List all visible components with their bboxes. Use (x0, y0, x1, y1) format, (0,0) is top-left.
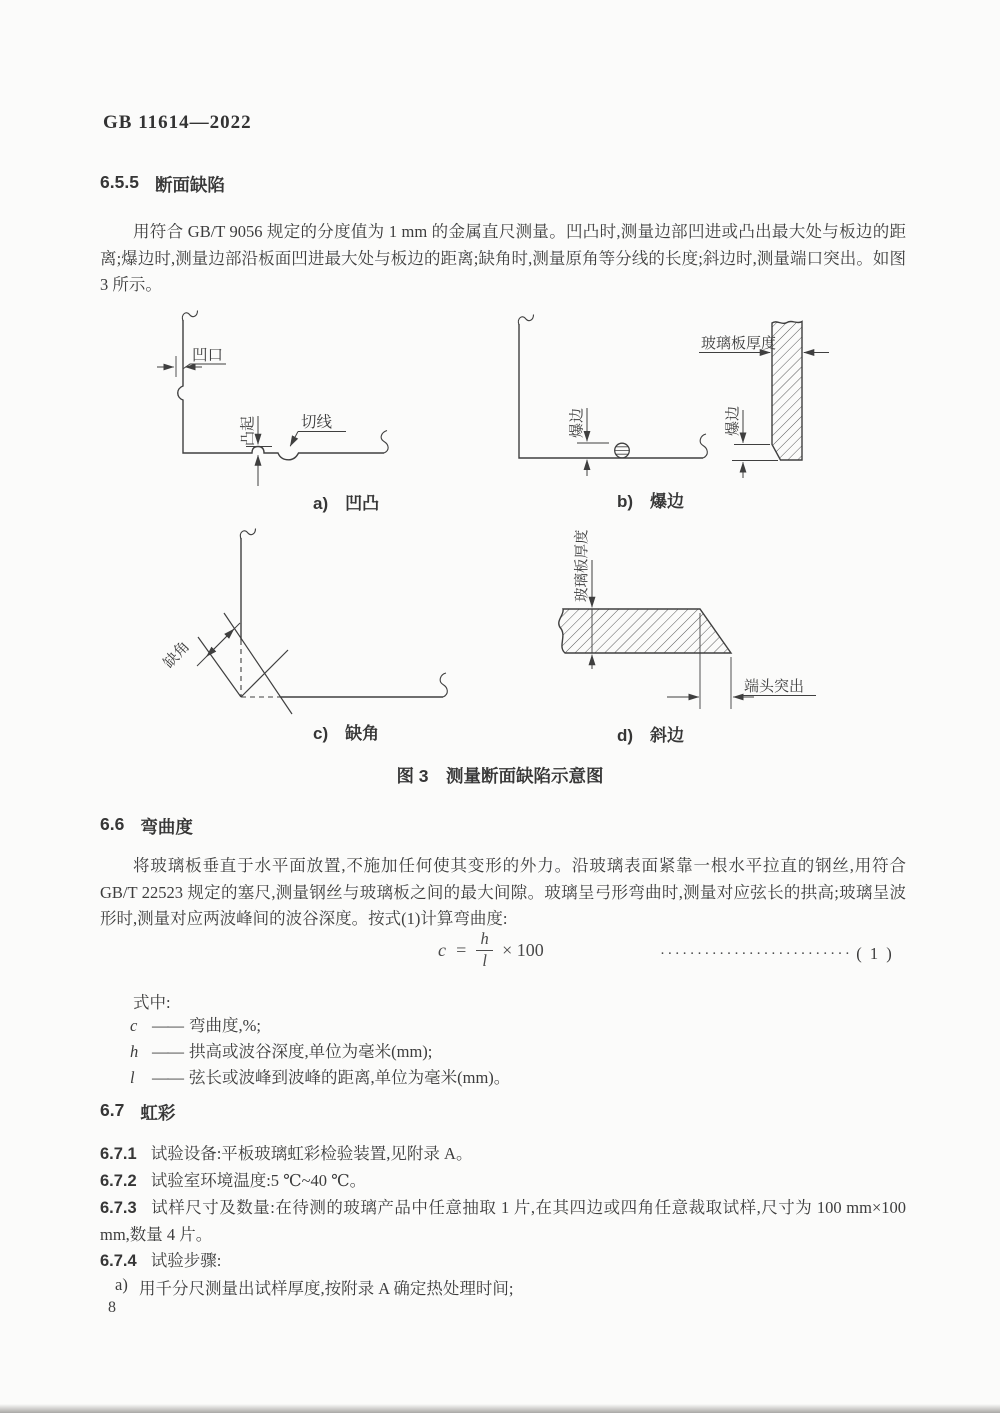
formula-denominator: l (482, 950, 487, 970)
clause-6-7-2 (100, 1168, 906, 1195)
label-cutline: 切线 (301, 414, 333, 431)
definition-l (130, 1065, 510, 1091)
label-notch: 凹口 (192, 347, 224, 364)
equation-number: ( 1 ) (856, 944, 894, 963)
subfigure-d-caption: d) 斜边 (617, 726, 685, 745)
formula-lhs: c (438, 939, 446, 960)
definition-text: 弯曲度,%; (189, 1016, 261, 1035)
document-code: GB 11614—2022 (103, 112, 252, 133)
definition-h (130, 1039, 510, 1065)
step-label: a) (115, 1275, 128, 1294)
break-squiggle (518, 315, 533, 326)
section-number: 6.7 (100, 1100, 125, 1120)
diagram-d-xiebian (559, 529, 816, 745)
corner-bisector-line (241, 650, 288, 697)
parallel-reference-line (198, 637, 241, 697)
scan-bottom-edge (0, 1404, 1000, 1413)
glass-cross-section (772, 322, 802, 461)
dimension-arrow (221, 629, 234, 642)
page-number: 8 (108, 1299, 116, 1316)
section-6-6-heading (100, 814, 193, 839)
definition-text: 弦长或波峰到波峰的距离,单位为毫米(mm)。 (189, 1068, 511, 1087)
label-leader (184, 364, 227, 369)
section-6-5-5-body: 用符合 GB/T 9056 规定的分度值为 1 mm 的金属直尺测量。凹凸时,测量边部凹进或凸出最大处与板边的距离;爆边时,测量边部沿板面凹进最大处与板边的距离;缺角时,测量原角等分线的长度;斜边时,测量端口突出。如图 3 所示。 (100, 222, 906, 294)
diagram-c-quejiao (160, 529, 447, 744)
step-text: 用千分尺测量出试样厚度,按附录 A 确定热处理时间; (139, 1279, 514, 1298)
equation-number-row (660, 944, 894, 964)
symbol: l (130, 1068, 135, 1087)
dimension-arrow (207, 642, 222, 657)
section-number: 6.6 (100, 814, 125, 834)
dash: —— (152, 1068, 183, 1087)
clause-6-7-1 (100, 1141, 906, 1168)
subfigure-b-caption: b) 爆边 (617, 492, 685, 511)
glass-edge-outline (178, 320, 384, 460)
equation-1 (438, 931, 544, 969)
clause-text: 试验室环境温度:5 ℃~40 ℃。 (150, 1171, 367, 1190)
break-squiggle (182, 311, 197, 322)
equation-dots: ·························· (660, 945, 853, 962)
diagram-a-aotu (157, 311, 388, 514)
break-squiggle (240, 529, 255, 540)
subfigure-a-caption: a) 凹凸 (313, 494, 380, 513)
section-number: 6.5.5 (100, 172, 139, 192)
section-6-7-heading (100, 1100, 175, 1125)
diagram-b-baobian (518, 315, 829, 512)
label-corner: 缺角 (161, 638, 194, 672)
clause-text: 试验步骤: (150, 1251, 222, 1270)
symbol-definitions (130, 1013, 510, 1091)
section-title: 虹彩 (140, 1103, 176, 1123)
symbol: c (130, 1016, 138, 1035)
glass-cross-section (559, 609, 731, 653)
dash: —— (152, 1042, 183, 1061)
section-6-6-body: 将玻璃板垂直于水平面放置,不施加任何使其变形的外力。沿玻璃表面紧靠一根水平拉直的钢丝,用符合 GB/T 22523 规定的塞尺,测量钢丝与玻璃板之间的最大间隙。玻璃呈弓形弯曲时,测量对应弦长的拱高;玻璃呈波形时,测量对应两波峰间的波谷深度。按式(1)计算弯曲度: (100, 856, 906, 928)
extension-ticks (176, 356, 183, 377)
label-thickness: 玻璃板厚度 (574, 529, 591, 602)
label-chip-left: 爆边 (569, 407, 586, 438)
section-6-5-5-heading (100, 172, 225, 197)
definition-c (130, 1013, 510, 1039)
clause-number: 6.7.4 (100, 1252, 137, 1270)
clause-6-7-4 (100, 1248, 906, 1275)
definition-text: 拱高或波谷深度,单位为毫米(mm); (189, 1042, 433, 1061)
section-title: 断面缺陷 (154, 175, 225, 195)
formula-numerator: h (480, 929, 489, 948)
clause-number: 6.7.3 (100, 1199, 137, 1217)
clause-text: 试验设备:平板玻璃虹彩检验装置,见附录 A。 (150, 1144, 473, 1163)
subfigure-c-caption: c) 缺角 (313, 724, 380, 743)
break-squiggle (381, 431, 388, 454)
where-label: 式中: (133, 993, 171, 1012)
clause-number: 6.7.2 (100, 1172, 137, 1190)
formula-fraction (476, 931, 493, 969)
glass-edge-outline (519, 324, 703, 458)
formula-suffix: × 100 (502, 939, 544, 960)
extension-lines (732, 445, 778, 461)
label-bump: 凸起 (240, 415, 257, 446)
symbol: h (130, 1042, 139, 1061)
label-protrusion: 端头突出 (744, 679, 805, 695)
clause-text: 试样尺寸及数量:在待测的玻璃产品中任意抽取 1 片,在其四边或四角任意裁取试样,尺寸为 100 mm×100 mm,数量 4 片。 (100, 1198, 906, 1244)
leader-arrow (290, 432, 298, 447)
label-chip-right: 爆边 (725, 405, 742, 436)
clause-6-7-3 (100, 1195, 906, 1248)
figure3-caption: 图 3 测量断面缺陷示意图 (396, 766, 604, 786)
label-thickness: 玻璃板厚度 (701, 336, 777, 352)
section-title: 弯曲度 (140, 817, 193, 837)
clause-number: 6.7.1 (100, 1145, 137, 1163)
dash: —— (152, 1016, 183, 1035)
step-a (115, 1275, 513, 1299)
break-squiggle (700, 434, 707, 458)
break-squiggle (440, 673, 447, 697)
formula-equals: = (455, 939, 468, 960)
